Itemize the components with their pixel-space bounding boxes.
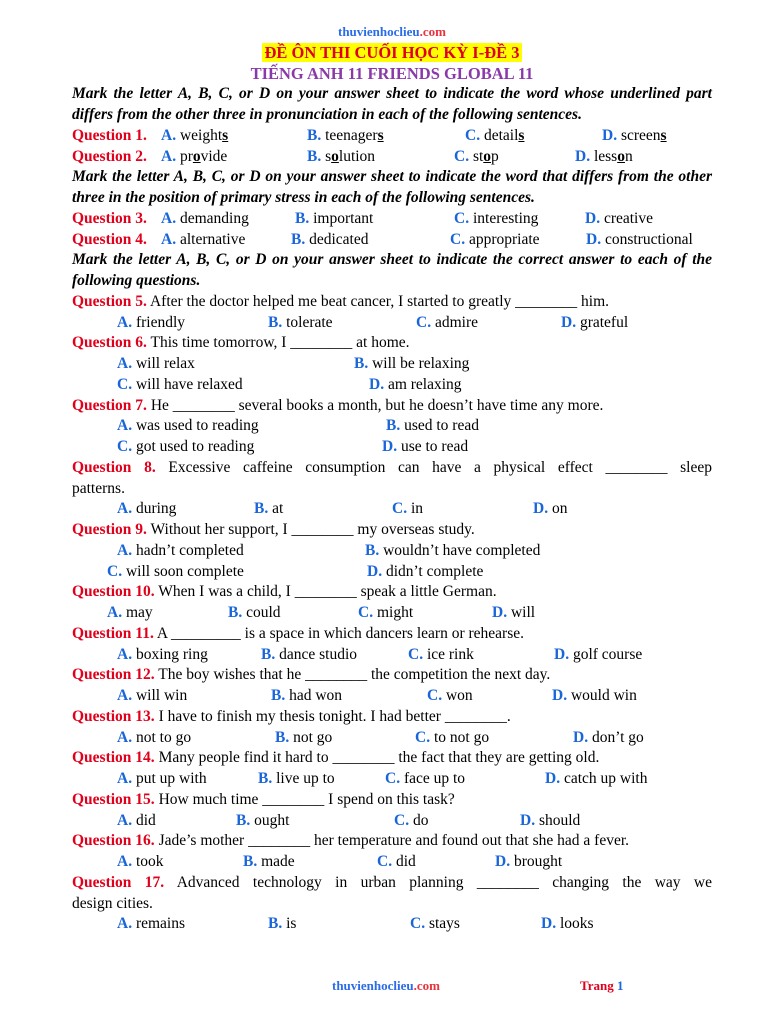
option-c: C. details xyxy=(465,126,525,144)
option-d: D. will xyxy=(492,604,536,621)
option-b: B. live up to xyxy=(258,770,335,787)
question-8-cont: patterns. xyxy=(72,479,125,497)
option-c: C. ice rink xyxy=(408,645,474,663)
option-a: A. will relax xyxy=(117,355,195,372)
question-17 xyxy=(72,873,712,894)
question-label: Question 15. xyxy=(72,790,155,808)
footer-site[interactable]: thuvienhoclieu.com xyxy=(332,978,440,993)
question-14 xyxy=(72,748,712,769)
page-number: Trang 1 xyxy=(580,978,624,993)
question-10 xyxy=(72,582,712,603)
option-a: A. may xyxy=(107,604,153,621)
question-12-options xyxy=(72,686,712,707)
option-c: C. won xyxy=(427,687,473,704)
option-c: C. did xyxy=(377,853,416,870)
option-d: D. lesson xyxy=(575,147,633,165)
question-text: When I was a child, I ________ speak a little German. xyxy=(154,583,497,601)
question-5 xyxy=(72,292,712,313)
option-a: A. took xyxy=(117,853,164,870)
question-6-options-ab xyxy=(72,354,712,375)
question-16-options xyxy=(72,852,712,873)
option-b: B. teenagers xyxy=(307,126,384,144)
question-text: Many people find it hard to ________ the fact that they are getting old. xyxy=(154,749,600,767)
option-a: A. will win xyxy=(117,687,188,704)
page-footer xyxy=(0,978,768,998)
question-11 xyxy=(72,624,712,645)
option-b: B. will be relaxing xyxy=(354,355,470,372)
question-8-options xyxy=(72,499,712,520)
option-d: D. creative xyxy=(585,209,653,227)
question-7 xyxy=(72,396,712,417)
instruction-pronunciation: Mark the letter A, B, C, or D on your answer sheet to indicate the word whose underlined part differs from the other three in pronunciation in each of the following sentences. xyxy=(72,85,712,123)
option-b: B. tolerate xyxy=(268,313,333,331)
site-header xyxy=(72,22,712,43)
question-13 xyxy=(72,707,712,728)
question-label: Question 7. xyxy=(72,396,147,414)
question-12 xyxy=(72,665,712,686)
question-label: Question 3. xyxy=(72,209,147,227)
page-subtitle: TIẾNG ANH 11 FRIENDS GLOBAL 11 xyxy=(250,63,534,83)
option-b: B. dedicated xyxy=(291,230,369,248)
option-d: D. golf course xyxy=(554,645,643,663)
option-b: B. ought xyxy=(236,811,290,829)
option-d: D. brought xyxy=(495,853,563,870)
question-label: Question 17. xyxy=(72,873,165,891)
option-c: C. will have relaxed xyxy=(117,375,243,393)
option-c: C. stop xyxy=(454,147,499,165)
question-label: Question 12. xyxy=(72,666,155,684)
option-a: A. alternative xyxy=(161,230,246,248)
instruction-correct-answer: Mark the letter A, B, C, or D on your answer sheet to indicate the correct answer to each of the following questions. xyxy=(72,251,712,289)
option-b: B. important xyxy=(295,209,374,227)
title-highlight: ĐỀ ÔN THI CUỐI HỌC KỲ I-ĐỀ 3 xyxy=(264,42,520,62)
question-text: Without her support, I ________ my overseas study. xyxy=(146,521,475,538)
question-1 xyxy=(72,126,712,147)
option-d: D. should xyxy=(520,811,581,829)
question-2 xyxy=(72,147,712,168)
question-text: The boy wishes that he ________ the competition the next day. xyxy=(154,666,551,684)
worksheet-page xyxy=(72,22,712,935)
question-17-cont: design cities. xyxy=(72,894,153,912)
option-c: C. interesting xyxy=(454,209,539,227)
option-c: C. appropriate xyxy=(450,230,540,248)
option-a: A. hadn’t completed xyxy=(117,541,244,559)
option-a: A. weights xyxy=(161,126,229,144)
instruction-stress: Mark the letter A, B, C, or D on your answer sheet to indicate the word that differs from the other three in the position of primary stress in each of the following sentences. xyxy=(72,168,712,206)
question-15-options xyxy=(72,811,712,832)
question-label: Question 9. xyxy=(72,521,147,538)
option-d: D. grateful xyxy=(561,313,629,331)
question-17-options xyxy=(72,914,712,935)
option-a: A. during xyxy=(117,500,177,518)
option-b: B. at xyxy=(254,500,284,518)
question-10-options xyxy=(72,603,712,624)
question-6-options-cd xyxy=(72,375,712,396)
option-d: D. looks xyxy=(541,915,594,933)
question-label: Question 1. xyxy=(72,126,147,144)
question-label: Question 5. xyxy=(72,292,147,310)
question-text: He ________ several books a month, but he doesn’t have time any more. xyxy=(146,396,604,414)
option-b: B. not go xyxy=(275,728,333,746)
option-c: C. to not go xyxy=(415,728,490,746)
question-label: Question 11. xyxy=(72,624,154,642)
option-a: A. provide xyxy=(161,147,228,165)
option-c: C. do xyxy=(394,811,429,829)
option-d: D. use to read xyxy=(382,438,469,455)
option-d: D. don’t go xyxy=(573,728,644,746)
question-label: Question 2. xyxy=(72,147,147,165)
option-a: A. remains xyxy=(117,915,186,933)
option-b: B. could xyxy=(228,604,281,621)
option-a: A. not to go xyxy=(117,728,192,746)
question-9-options-cd xyxy=(72,562,712,583)
question-text: This time tomorrow, I ________ at home. xyxy=(146,334,410,352)
question-3 xyxy=(72,209,712,230)
option-b: B. is xyxy=(268,915,297,933)
question-14-options xyxy=(72,769,712,790)
site-domain: .com xyxy=(419,24,446,39)
question-label: Question 14. xyxy=(72,749,155,767)
question-text: Jade’s mother ________ her temperature and found out that she had a fever. xyxy=(154,832,630,850)
option-d: D. am relaxing xyxy=(369,375,462,393)
question-label: Question 8. xyxy=(72,458,156,476)
option-c: C. admire xyxy=(416,313,478,331)
question-label: Question 13. xyxy=(72,707,155,725)
question-6 xyxy=(72,333,712,354)
question-8 xyxy=(72,458,712,479)
page-title xyxy=(72,43,712,64)
option-d: D. didn’t complete xyxy=(367,562,484,580)
option-c: C. stays xyxy=(410,915,460,933)
option-d: D. would win xyxy=(552,687,637,704)
option-c: C. in xyxy=(392,500,424,518)
option-c: C. got used to reading xyxy=(117,438,255,455)
question-text: After the doctor helped me beat cancer, I started to greatly ________ him. xyxy=(146,292,610,310)
option-d: D. on xyxy=(533,500,568,518)
option-b: B. used to read xyxy=(386,417,479,435)
question-13-options xyxy=(72,728,712,749)
option-a: A. put up with xyxy=(117,770,207,787)
option-a: A. demanding xyxy=(161,209,249,227)
question-16 xyxy=(72,831,712,852)
question-7-options-ab xyxy=(72,416,712,437)
question-text: A _________ is a space in which dancers learn or rehearse. xyxy=(153,624,524,642)
option-b: B. wouldn’t have completed xyxy=(365,541,541,559)
option-c: C. might xyxy=(358,604,414,621)
question-text: How much time ________ I spend on this task? xyxy=(154,790,455,808)
question-11-options xyxy=(72,645,712,666)
site-name: thuvienhoclieu xyxy=(338,24,420,39)
question-4 xyxy=(72,230,712,251)
question-label: Question 10. xyxy=(72,583,155,601)
question-text: I have to finish my thesis tonight. I had better ________. xyxy=(154,707,511,725)
option-c: C. will soon complete xyxy=(107,562,244,580)
question-label: Question 4. xyxy=(72,230,147,248)
option-b: B. made xyxy=(243,853,295,870)
option-a: A. boxing ring xyxy=(117,645,208,663)
question-text: Advanced technology in urban planning ________ changing the way we xyxy=(164,873,712,891)
question-15 xyxy=(72,790,712,811)
question-9 xyxy=(72,520,712,541)
question-5-options xyxy=(72,313,712,334)
option-d: D. screens xyxy=(602,126,667,144)
option-b: B. solution xyxy=(307,147,376,165)
option-d: D. constructional xyxy=(586,230,693,248)
option-a: A. was used to reading xyxy=(117,417,259,435)
option-b: B. dance studio xyxy=(261,645,358,663)
question-label: Question 16. xyxy=(72,832,155,850)
question-label: Question 6. xyxy=(72,334,147,352)
question-9-options-ab xyxy=(72,541,712,562)
question-7-options-cd xyxy=(72,437,712,458)
option-d: D. catch up with xyxy=(545,770,648,787)
option-a: A. did xyxy=(117,811,156,829)
option-b: B. had won xyxy=(271,687,343,704)
option-a: A. friendly xyxy=(117,313,186,331)
question-text: Excessive caffeine consumption can have a physical effect ________ sleep xyxy=(155,458,712,476)
option-c: C. face up to xyxy=(385,770,466,787)
